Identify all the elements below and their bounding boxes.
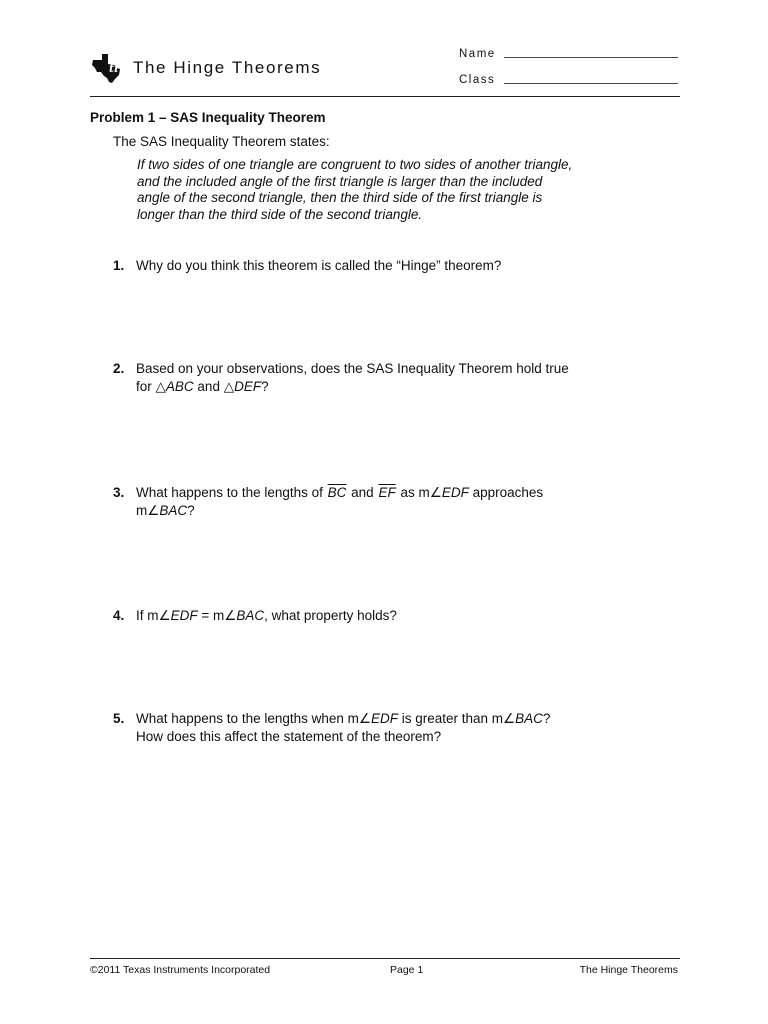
name-blank[interactable]	[504, 57, 678, 58]
theorem-line: and the included angle of the first triangle is larger than the included	[137, 173, 543, 189]
segment-ef: $\overline{EF}$	[378, 485, 396, 500]
header-divider	[90, 96, 680, 97]
question-text: Based on your observations, does the SAS Inequality Theorem hold true for △ABC and △DEF?	[136, 361, 569, 394]
name-field	[459, 48, 678, 60]
theorem-intro: The SAS Inequality Theorem states:	[113, 134, 330, 149]
triangle-symbol: △	[155, 379, 166, 394]
svg-text:ti: ti	[109, 62, 119, 75]
theorem-line: longer than the third side of the second triangle.	[137, 206, 423, 222]
question-text: What happens to the lengths when m∠EDF is greater than m∠BAC? How does this affect the statement of the theorem?	[136, 711, 551, 744]
question-text: What happens to the lengths of $\overline{BC}$ and $\overline{EF}$ as m∠EDF approaches m∠BAC?	[136, 485, 544, 518]
question-number: 4.	[113, 608, 125, 623]
class-blank[interactable]	[504, 83, 678, 84]
name-label: Name	[459, 48, 496, 60]
footer-divider	[90, 958, 680, 959]
document-title: The Hinge Theorems	[133, 58, 322, 77]
texas-instruments-logo-icon	[90, 52, 122, 84]
class-label: Class	[459, 74, 496, 86]
segment-bc: $\overline{BC}$	[327, 485, 347, 500]
footer-page-number: Page 1	[390, 964, 424, 976]
triangle-symbol: △	[223, 379, 235, 394]
question-text: If m∠EDF = m∠BAC, what property holds?	[136, 608, 397, 623]
question-number: 3.	[113, 485, 125, 500]
question-number: 1.	[113, 258, 125, 273]
footer-copyright: ©2011 Texas Instruments Incorporated	[90, 964, 271, 976]
theorem-line: If two sides of one triangle are congruent to two sides of another triangle,	[137, 157, 573, 172]
class-field	[459, 74, 678, 86]
theorem-line: angle of the second triangle, then the third side of the first triangle is	[137, 190, 543, 205]
question-number: 5.	[113, 711, 125, 726]
problem-heading: Problem 1 – SAS Inequality Theorem	[90, 110, 326, 125]
footer-title: The Hinge Theorems	[579, 964, 678, 976]
question-text: Why do you think this theorem is called the “Hinge” theorem?	[136, 258, 502, 273]
question-number: 2.	[113, 361, 125, 376]
theorem-statement	[137, 157, 607, 223]
